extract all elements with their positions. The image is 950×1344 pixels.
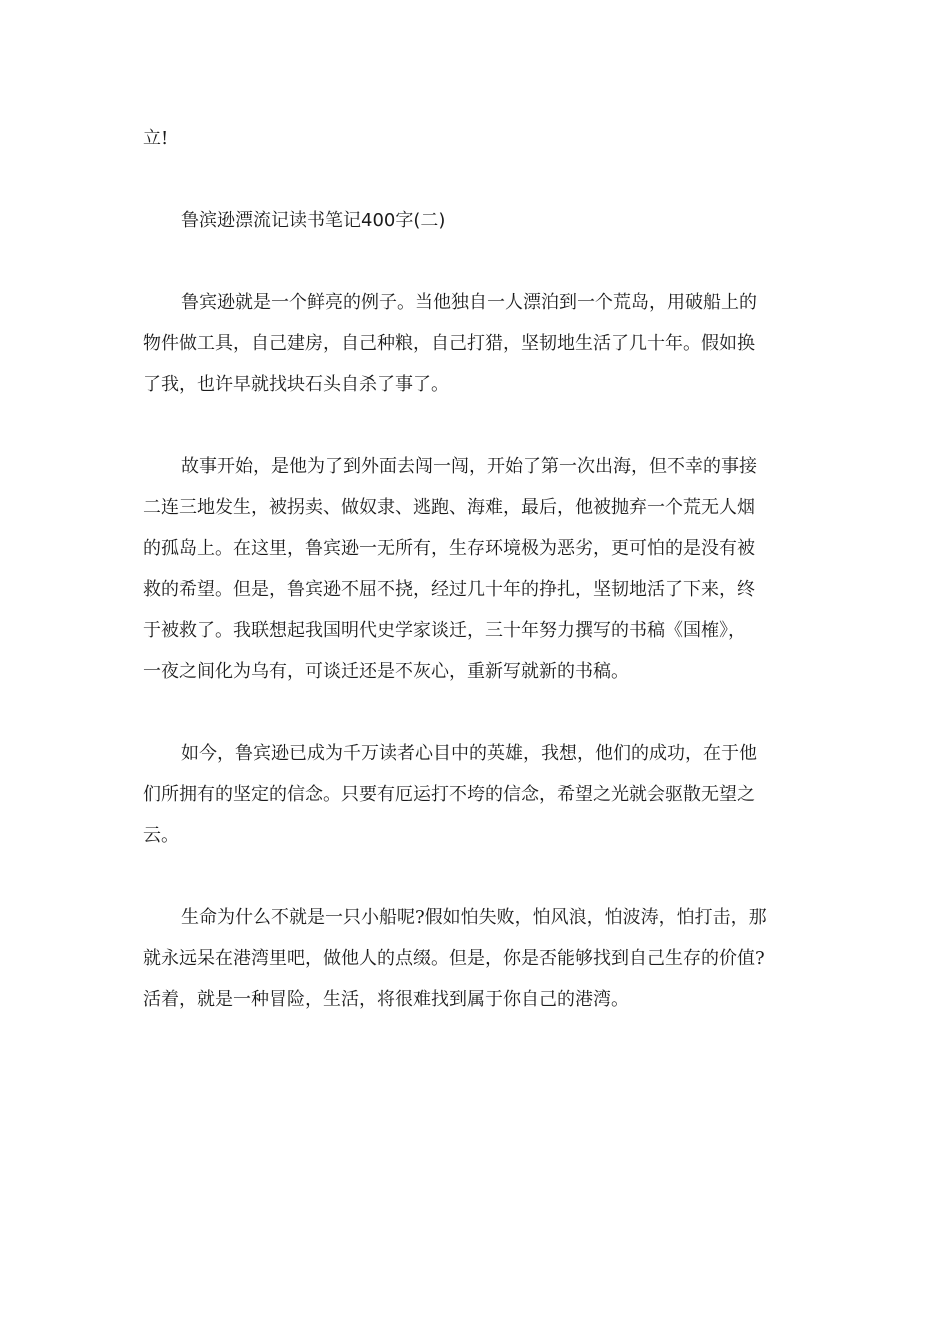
paragraph-line: 如今，鲁宾逊已成为千万读者心目中的英雄，我想，他们的成功，在于他 bbox=[181, 743, 757, 764]
paragraph-line: 活着，就是一种冒险，生活，将很难找到属于你自己的港湾。 bbox=[143, 989, 629, 1010]
paragraph-line: 故事开始，是他为了到外面去闯一闯，开始了第一次出海，但不幸的事接 bbox=[181, 456, 757, 477]
paragraph-line: 物件做工具，自己建房，自己种粮，自己打猎，坚韧地生活了几十年。假如换 bbox=[143, 333, 755, 354]
paragraph-line: 鲁宾逊就是一个鲜亮的例子。当他独自一人漂泊到一个荒岛，用破船上的 bbox=[181, 292, 757, 313]
paragraph-line: 们所拥有的坚定的信念。只要有厄运打不垮的信念，希望之光就会驱散无望之 bbox=[143, 784, 755, 805]
paragraph-2 bbox=[143, 446, 808, 692]
paragraph-line: 救的希望。但是，鲁宾逊不屈不挠，经过几十年的挣扎，坚韧地活了下来，终 bbox=[143, 579, 755, 600]
paragraph-line: 生命为什么不就是一只小船呢?假如怕失败，怕风浪，怕波涛，怕打击，那 bbox=[181, 907, 767, 928]
paragraph-1 bbox=[143, 282, 808, 405]
continuation-text: 立! bbox=[143, 128, 169, 149]
document-body bbox=[143, 118, 808, 1061]
paragraph-line: 的孤岛上。在这里，鲁宾逊一无所有，生存环境极为恶劣，更可怕的是没有被 bbox=[143, 538, 755, 559]
paragraph-line: 就永远呆在港湾里吧，做他人的点缀。但是，你是否能够找到自己生存的价值? bbox=[143, 948, 765, 969]
paragraph-line: 了我，也许早就找块石头自杀了事了。 bbox=[143, 374, 449, 395]
paragraph-line: 一夜之间化为乌有，可谈迁还是不灰心，重新写就新的书稿。 bbox=[143, 661, 629, 682]
paragraph-line: 云。 bbox=[143, 825, 179, 846]
paragraph-3 bbox=[143, 733, 808, 856]
paragraph-line: 二连三地发生，被拐卖、做奴隶、逃跑、海难，最后，他被抛弃一个荒无人烟 bbox=[143, 497, 755, 518]
section-heading: 鲁滨逊漂流记读书笔记400字(二) bbox=[181, 210, 446, 231]
paragraph-line: 于被救了。我联想起我国明代史学家谈迁，三十年努力撰写的书稿《国榷》， bbox=[143, 620, 746, 641]
paragraph-4 bbox=[143, 897, 808, 1020]
